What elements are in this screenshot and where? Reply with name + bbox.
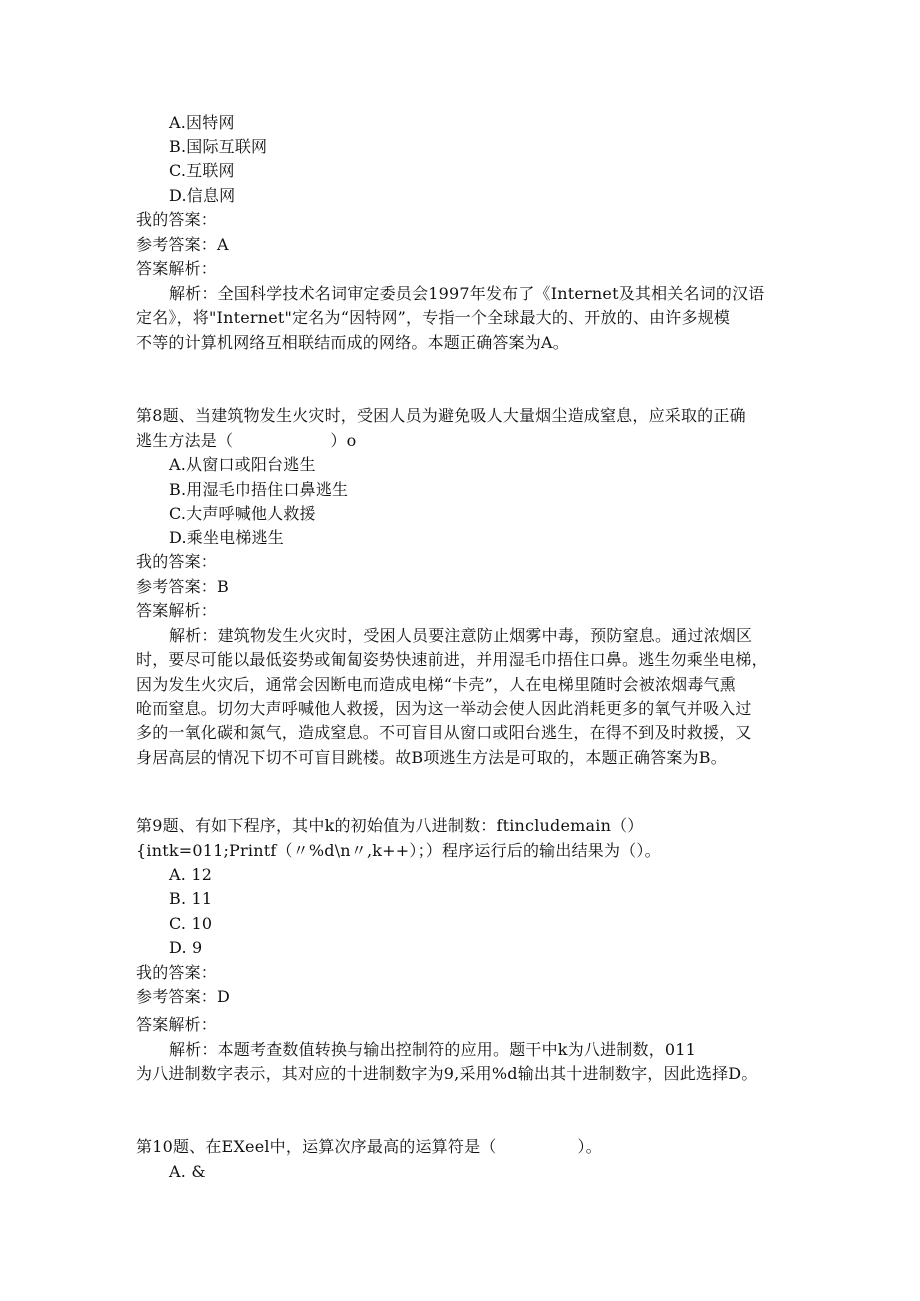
q10-stem: 第10题、在EXeel中，运算次序最高的运算符是（ ）。 [136, 1137, 602, 1156]
prev-option-b: B.国际互联网 [169, 137, 268, 156]
q8-analysis-line: 身居高层的情况下切不可盲目跳楼。故B项逃生方法是可取的，本题正确答案为B。 [136, 748, 727, 767]
q9-stem: 第9题、有如下程序，其中k的初始值为八进制数：ftincludemain（） [136, 816, 644, 835]
prev-reference-answer: 参考答案：A [136, 235, 229, 254]
prev-analysis-label: 答案解析： [136, 259, 218, 278]
q8-analysis-line: 解析：建筑物发生火灾时，受困人员要注意防止烟雾中毒，预防窒息。通过浓烟区 [169, 626, 753, 645]
q9-option-a: A. 12 [169, 865, 213, 884]
q9-option-c: C. 10 [169, 914, 213, 933]
prev-analysis-line: 定名》，将"Internet"定名为“因特网”，专指一个全球最大的、开放的、由许多规模 [136, 308, 731, 327]
prev-option-a: A.因特网 [169, 113, 235, 132]
q9-option-d: D. 9 [169, 938, 203, 957]
q8-option-b: B.用湿毛巾捂住口鼻逃生 [169, 480, 349, 499]
q8-my-answer-label: 我的答案： [136, 552, 218, 571]
q9-stem: {intk=011;Printf（〃%d\n〃,k++）；）程序运行后的输出结果为（）。 [136, 841, 661, 860]
q8-reference-answer: 参考答案：B [136, 577, 229, 596]
q8-option-d: D.乘坐电梯逃生 [169, 528, 284, 547]
prev-my-answer-label: 我的答案： [136, 210, 218, 229]
q8-analysis-label: 答案解析： [136, 601, 218, 620]
q9-my-answer-label: 我的答案： [136, 963, 218, 982]
prev-option-d: D.信息网 [169, 186, 236, 205]
q8-analysis-line: 呛而窒息。切勿大声呼喊他人救援，因为这一举动会使人因此消耗更多的氧气并吸入过 [136, 699, 752, 718]
prev-analysis-line: 解析：全国科学技术名词审定委员会1997年发布了《Internet及其相关名词的汉语 [169, 284, 765, 303]
prev-option-c: C.互联网 [169, 161, 235, 180]
q9-option-b: B. 11 [169, 889, 213, 908]
q8-option-c: C.大声呼喊他人救援 [169, 504, 316, 523]
q8-stem: 逃生方法是（ ）o [136, 431, 357, 450]
q9-analysis-line: 解析：本题考查数值转换与输出控制符的应用。题干中k为八进制数，011 [169, 1040, 697, 1059]
q10-option-a: A. & [169, 1162, 206, 1181]
q8-stem: 第8题、当建筑物发生火灾时，受困人员为避免吸人大量烟尘造成窒息，应采取的正确 [136, 406, 746, 425]
q9-analysis-label: 答案解析： [136, 1015, 218, 1034]
prev-analysis-line: 不等的计算机网络互相联结而成的网络。本题正确答案为A。 [136, 333, 569, 352]
q8-option-a: A.从窗口或阳台逃生 [169, 455, 316, 474]
q8-analysis-line: 多的一氧化碳和氮气，造成窒息。不可盲目从窗口或阳台逃生，在得不到及时救援，又 [136, 723, 752, 742]
q8-analysis-line: 时，要尽可能以最低姿势或匍匐姿势快速前进，并用湿毛巾捂住口鼻。逃生勿乘坐电梯， [136, 650, 768, 669]
q9-analysis-line: 为八进制数字表示，其对应的十进制数字为9,采用%d输出其十进制数字，因此选择D。 [136, 1064, 758, 1083]
q8-analysis-line: 因为发生火灾后，通常会因断电而造成电梯“卡壳”，人在电梯里随时会被浓烟毒气熏 [136, 675, 736, 694]
q9-reference-answer: 参考答案：D [136, 987, 231, 1006]
